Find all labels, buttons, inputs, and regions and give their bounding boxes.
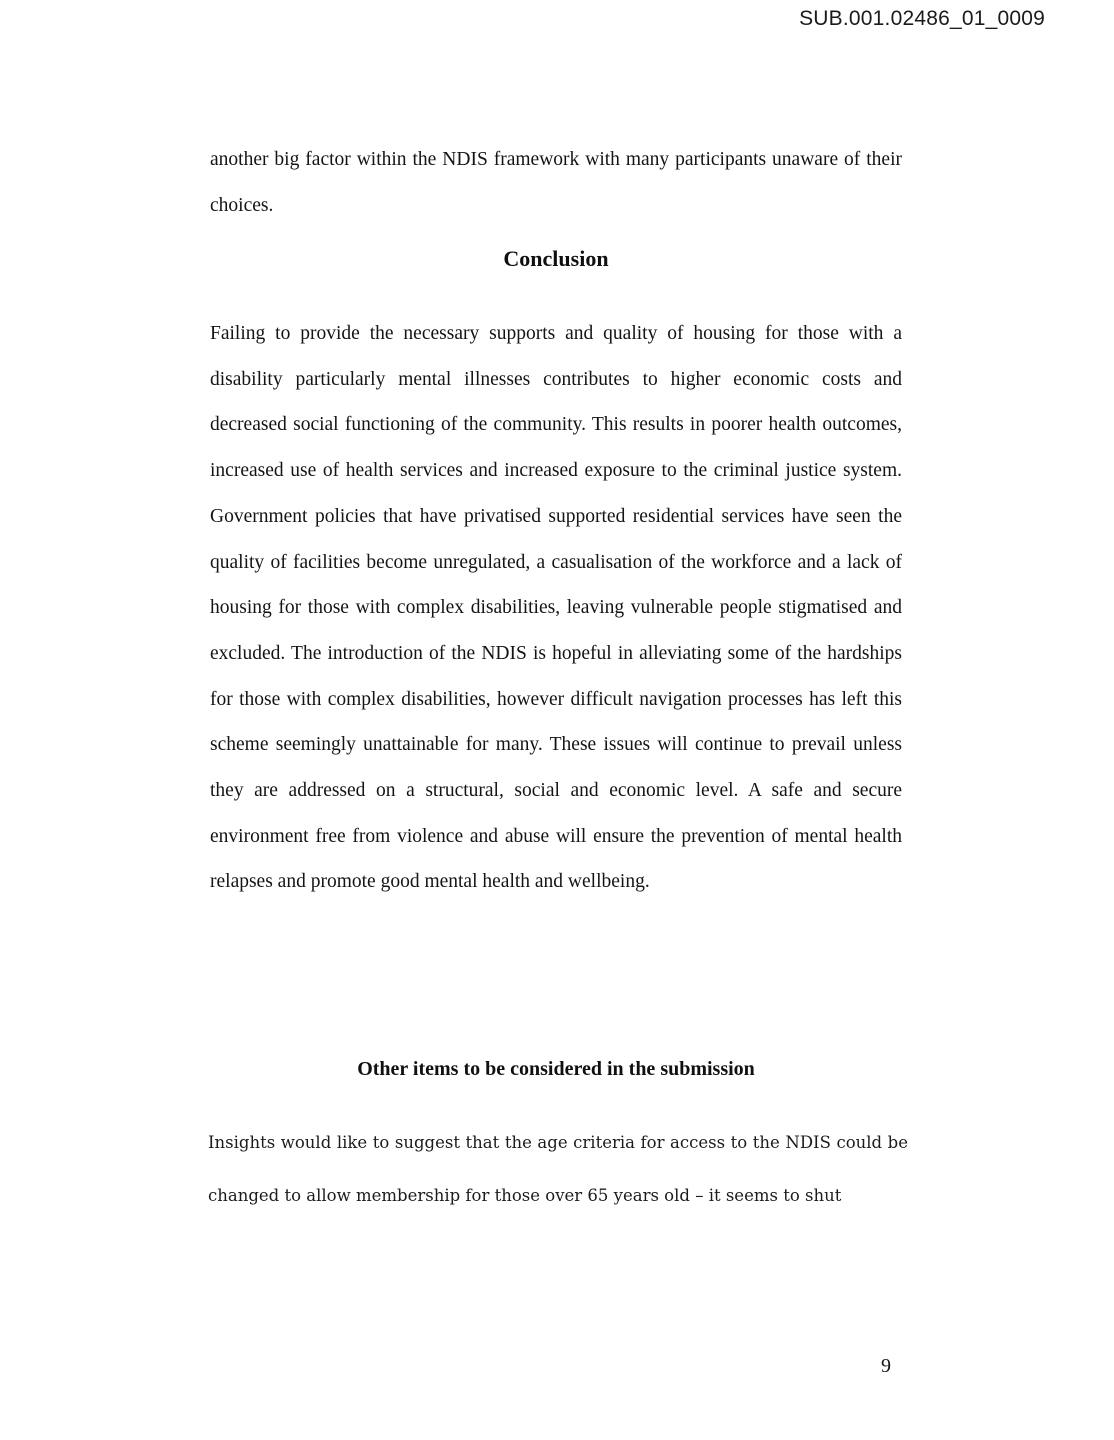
other-items-heading: Other items to be considered in the submission	[357, 1058, 755, 1080]
document-id-header: SUB.001.02486_01_0009	[799, 7, 1045, 30]
paragraph-continuation: another big factor within the NDIS framework with many participants unaware of their choices.	[210, 149, 902, 216]
insights-paragraph: Insights would like to suggest that the age criteria for access to the NDIS could be changed to allow membership for those over 65 years old – it seems to shut	[208, 1133, 908, 1205]
conclusion-paragraph: Failing to provide the necessary supports and quality of housing for those with a disability particularly mental illnesses contributes to higher economic costs and decreased social functioning of the community. This results in poorer health outcomes, increased use of health services and increased exposure to the criminal justice system. Government policies that have privatised supported residential services have seen the quality of facilities become unregulated, a casualisation of the workforce and a lack of housing for those with complex disabilities, leaving vulnerable people stigmatised and excluded. The introduction of the NDIS is hopeful in alleviating some of the hardships for those with complex disabilities, however difficult navigation processes has left this scheme seemingly unattainable for many. These issues will continue to prevail unless they are addressed on a structural, social and economic level. A safe and secure environment free from violence and abuse will ensure the prevention of mental health relapses and promote good mental health and wellbeing.	[210, 323, 902, 893]
page-number: 9	[881, 1355, 891, 1377]
conclusion-heading: Conclusion	[503, 246, 609, 271]
